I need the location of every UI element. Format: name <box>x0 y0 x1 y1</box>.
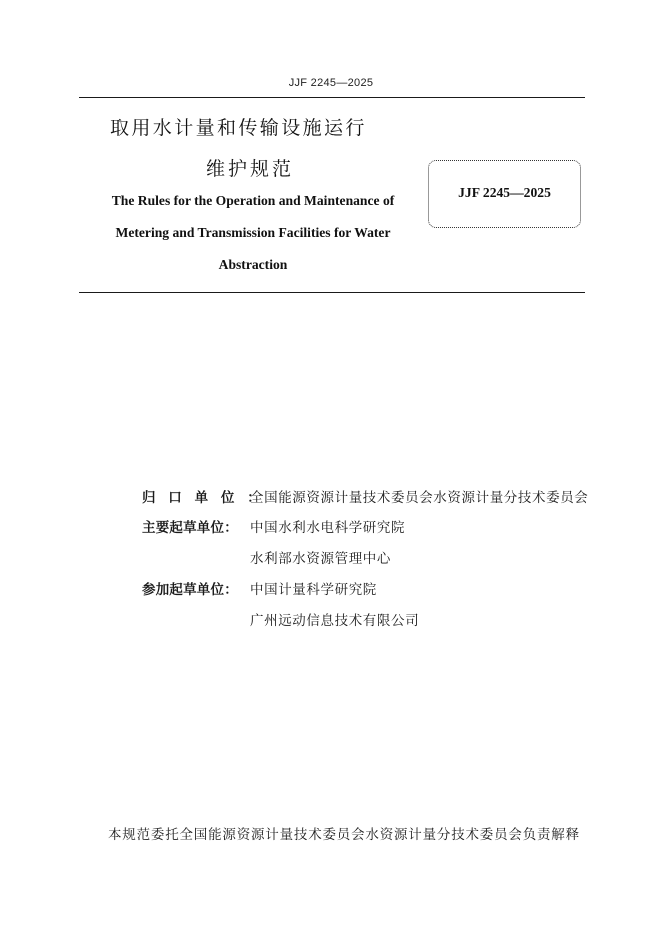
code-box-text: JJF 2245—2025 <box>458 185 551 200</box>
top-rule <box>79 97 585 98</box>
main-drafter-item: 中国水利水电科学研究院 <box>250 520 406 536</box>
title-zh-line1: 取用水计量和传输设施运行 <box>110 117 367 139</box>
responsible-unit-label: 归口单位： <box>142 490 274 506</box>
header-code: JJF 2245—2025 <box>288 77 374 89</box>
organizations-block <box>142 487 592 632</box>
main-drafters-values <box>250 517 592 570</box>
participating-drafters-row <box>142 579 592 632</box>
main-drafter-item: 水利部水资源管理中心 <box>250 551 391 567</box>
title-en-line2: Metering and Transmission Facilities for Water <box>115 225 391 240</box>
responsible-unit-row <box>142 487 592 509</box>
interpretation-note: 本规范委托全国能源资源计量技术委员会水资源计量分技术委员会负责解释 <box>108 827 580 843</box>
code-box <box>428 160 581 228</box>
responsible-unit-values <box>250 487 595 509</box>
bottom-rule <box>79 292 585 293</box>
participating-drafter-item: 中国计量科学研究院 <box>250 582 377 598</box>
title-en-line3: Abstraction <box>218 257 288 272</box>
participating-drafter-item: 广州远动信息技术有限公司 <box>250 613 420 629</box>
responsible-unit-value: 全国能源资源计量技术委员会水资源计量分技术委员会 <box>250 490 589 506</box>
main-drafters-label: 主要起草单位： <box>142 520 238 536</box>
main-drafters-row <box>142 517 592 570</box>
title-en-line1: The Rules for the Operation and Maintenance of <box>111 193 395 208</box>
participating-drafters-label: 参加起草单位： <box>142 582 238 598</box>
title-zh-line2: 维护规范 <box>206 158 295 180</box>
participating-drafters-values <box>250 579 592 632</box>
